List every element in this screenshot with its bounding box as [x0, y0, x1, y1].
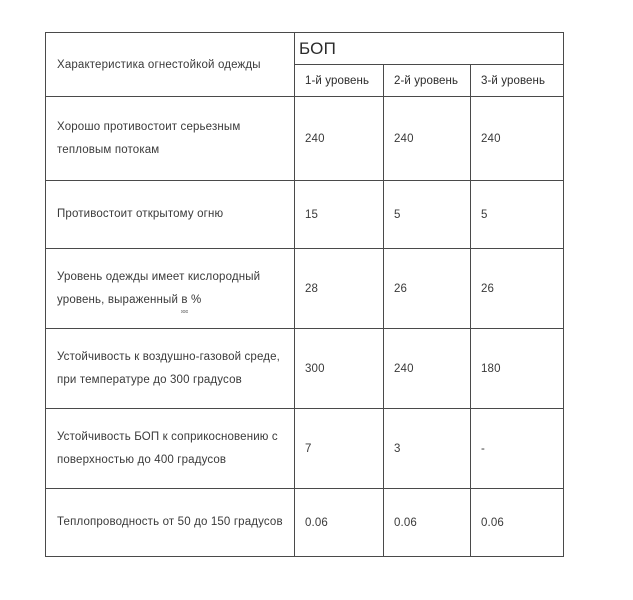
table-row	[46, 489, 564, 557]
feature-text-line-1: Хорошо противостоит серьезным	[57, 121, 241, 134]
row-value-level-3: 0.06	[471, 489, 564, 557]
table-row	[46, 329, 564, 409]
row-value-level-1: 240	[295, 97, 384, 181]
row-value-level-1: 28	[295, 249, 384, 329]
row-value-level-3: 240	[471, 97, 564, 181]
row-value-level-2: 0.06	[384, 489, 471, 557]
row-feature-label	[46, 409, 295, 489]
table-row	[46, 181, 564, 249]
row-value-level-2: 3	[384, 409, 471, 489]
row-value-level-3: 180	[471, 329, 564, 409]
table-row	[46, 249, 564, 329]
feature-text-line-1: Уровень одежды имеет кислородный	[57, 271, 261, 284]
feature-text-line-1: Устойчивость БОП к соприкосновению с	[57, 431, 278, 444]
header-group-bop: БОП	[295, 33, 564, 65]
feature-text-line-1: Противостоит открытому огню	[57, 208, 224, 221]
table-header-row-group	[46, 33, 564, 65]
table-body	[46, 97, 564, 557]
row-feature-label	[46, 181, 295, 249]
row-value-level-2: 240	[384, 97, 471, 181]
header-level-1: 1-й уровень	[295, 65, 384, 97]
row-value-level-2: 5	[384, 181, 471, 249]
feature-text-line-2: тепловым потокам	[57, 143, 160, 156]
table-header	[46, 33, 564, 97]
row-value-level-1: 15	[295, 181, 384, 249]
feature-text-line-2: при температуре до 300 градусов	[57, 373, 242, 386]
row-feature-label	[46, 329, 295, 409]
feature-text-line-2: поверхностью до 400 градусов	[57, 453, 227, 466]
row-value-level-1: 0.06	[295, 489, 384, 557]
row-value-level-2: 240	[384, 329, 471, 409]
feature-text-line-2-prefix: уровень, выраженный	[57, 293, 182, 306]
row-feature-label	[46, 489, 295, 557]
row-value-level-3: 26	[471, 249, 564, 329]
row-value-level-2: 26	[384, 249, 471, 329]
table-row	[46, 409, 564, 489]
row-value-level-1: 300	[295, 329, 384, 409]
row-value-level-3: 5	[471, 181, 564, 249]
feature-text-line-1: Теплопроводность от 50 до 150 градусов	[57, 516, 283, 529]
header-feature-column: Характеристика огнестойкой одежды	[46, 33, 295, 97]
row-feature-label	[46, 249, 295, 329]
spec-table-container	[45, 32, 563, 557]
grammar-flagged-word: в	[181, 289, 187, 311]
feature-text-line-2-suffix: %	[187, 293, 202, 306]
feature-text-line-1: Устойчивость к воздушно-газовой среде,	[57, 351, 281, 364]
row-value-level-3: -	[471, 409, 564, 489]
header-level-2: 2-й уровень	[384, 65, 471, 97]
table-row	[46, 97, 564, 181]
row-value-level-1: 7	[295, 409, 384, 489]
header-level-3: 3-й уровень	[471, 65, 564, 97]
fire-resistant-clothing-spec-table	[45, 32, 564, 557]
row-feature-label	[46, 97, 295, 181]
